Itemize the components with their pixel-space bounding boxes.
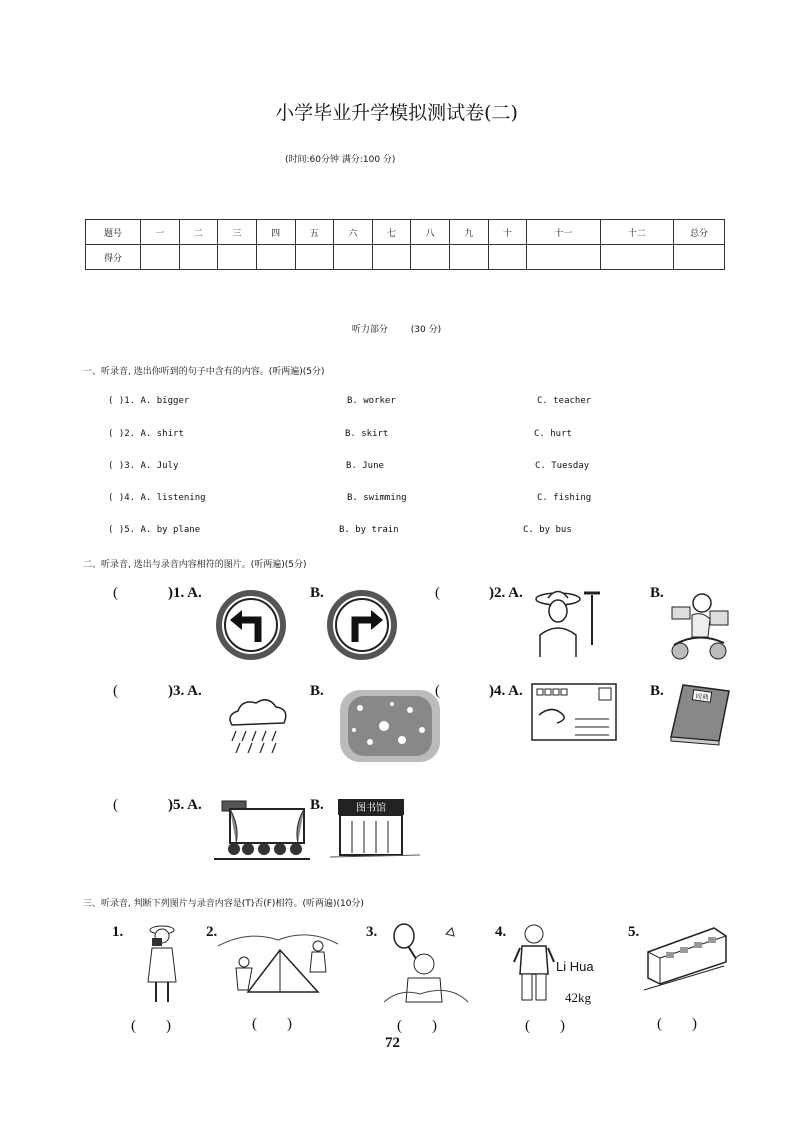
score-cell: 七: [372, 220, 411, 245]
part3-answer-4[interactable]: ( ): [525, 1018, 565, 1034]
part1-q3: ( )3. A. July: [108, 461, 179, 471]
exam-info: (时间:60分钟 满分:100 分): [285, 155, 396, 165]
score-cell: 十: [488, 220, 527, 245]
photographer-icon: [140, 922, 186, 1004]
turn-right-sign-icon: [327, 590, 397, 660]
part1-q4: ( )4. A. listening: [108, 493, 206, 503]
part2-title: 二、听录音, 选出与录音内容相符的图片。(听两遍)(5分): [83, 560, 307, 570]
score-cell: 六: [334, 220, 373, 245]
score-cell: 三: [218, 220, 257, 245]
answer-paren-open: (: [113, 797, 118, 813]
answer-paren-open: (: [435, 683, 440, 699]
score-input-cell[interactable]: [600, 245, 673, 270]
score-cell: 九: [450, 220, 489, 245]
part3-answer-2[interactable]: ( ): [252, 1016, 292, 1032]
listening-section-header: 听力部分 (30 分): [351, 325, 442, 335]
part1-q5-b: B. by train: [339, 525, 399, 535]
score-cell: 得分: [86, 245, 141, 270]
part1-q1: ( )1. A. bigger: [108, 396, 190, 406]
student-weight: 42kg: [565, 990, 591, 1005]
part3-num-2: 2.: [206, 924, 218, 940]
part2-q5-label: )5. A.: [168, 797, 202, 813]
score-input-cell[interactable]: [450, 245, 489, 270]
part1-q3-c: C. Tuesday: [535, 461, 590, 471]
part2-option-b: B.: [650, 683, 664, 699]
part1-q4-b: B. swimming: [347, 493, 407, 503]
score-cell: 题号: [86, 220, 141, 245]
delivery-scooter-icon: [664, 585, 734, 663]
part1-q5-c: C. by bus: [523, 525, 572, 535]
part3-answer-1[interactable]: ( ): [131, 1018, 171, 1034]
part1-q3-b: B. June: [346, 461, 384, 471]
score-input-cell[interactable]: [179, 245, 218, 270]
part2-option-b: B.: [310, 585, 324, 601]
score-cell: 四: [256, 220, 295, 245]
part2-q2-label: )2. A.: [489, 585, 523, 601]
part2-q1-label: )1. A.: [168, 585, 202, 601]
part3-num-5: 5.: [628, 924, 640, 940]
cinema-icon: [212, 797, 312, 863]
score-input-cell[interactable]: [256, 245, 295, 270]
score-cell: 二: [179, 220, 218, 245]
train-icon: [644, 922, 728, 992]
score-cell: 总分: [674, 220, 725, 245]
postcard-icon: [531, 683, 617, 741]
score-input-cell[interactable]: [218, 245, 257, 270]
score-input-cell[interactable]: [488, 245, 527, 270]
score-input-cell[interactable]: [674, 245, 725, 270]
snow-icon: [340, 690, 440, 762]
part1-q1-c: C. teacher: [537, 396, 592, 406]
page-title: 小学毕业升学模拟测试卷(二): [275, 102, 518, 124]
part3-num-4: 4.: [495, 924, 507, 940]
part3-title: 三、听录音, 判断下列图片与录音内容是(T)否(F)相符。(听两遍)(10分): [83, 899, 364, 909]
part2-option-b: B.: [310, 797, 324, 813]
boy-icon: [512, 922, 558, 1004]
score-cell: 八: [411, 220, 450, 245]
part1-q2-c: C. hurt: [534, 429, 572, 439]
score-cell: 一: [141, 220, 180, 245]
score-cell: 十二: [600, 220, 673, 245]
part1-q4-c: C. fishing: [537, 493, 592, 503]
score-table-header-row: [86, 220, 725, 245]
answer-paren-open: (: [113, 683, 118, 699]
score-table: [85, 219, 725, 270]
part3-num-1: 1.: [112, 924, 124, 940]
part1-q1-b: B. worker: [347, 396, 396, 406]
dictionary-sign-text: 词典: [694, 692, 710, 702]
score-input-cell[interactable]: [141, 245, 180, 270]
page-number: 72: [385, 1035, 400, 1051]
part1-q2: ( )2. A. shirt: [108, 429, 184, 439]
score-input-cell[interactable]: [295, 245, 334, 270]
part1-q5: ( )5. A. by plane: [108, 525, 201, 535]
score-cell: 五: [295, 220, 334, 245]
score-input-cell[interactable]: [527, 245, 600, 270]
score-table-score-row: [86, 245, 725, 270]
part2-q3-label: )3. A.: [168, 683, 202, 699]
answer-paren-open: (: [113, 585, 118, 601]
badminton-icon: [380, 922, 470, 1004]
score-input-cell[interactable]: [372, 245, 411, 270]
part3-answer-3[interactable]: ( ): [397, 1018, 437, 1034]
answer-paren-open: (: [435, 585, 440, 601]
score-input-cell[interactable]: [411, 245, 450, 270]
part2-option-b: B.: [650, 585, 664, 601]
part3-num-3: 3.: [366, 924, 378, 940]
score-input-cell[interactable]: [334, 245, 373, 270]
part2-option-b: B.: [310, 683, 324, 699]
tent-icon: [218, 926, 338, 998]
part3-answer-5[interactable]: ( ): [657, 1016, 697, 1032]
part1-q2-b: B. skirt: [345, 429, 389, 439]
turn-left-sign-icon: [216, 590, 286, 660]
score-cell: 十一: [527, 220, 600, 245]
student-name: Li Hua: [556, 959, 594, 974]
rain-cloud-icon: [222, 695, 292, 755]
part2-q4-label: )4. A.: [489, 683, 523, 699]
library-sign-text: 图书馆: [356, 803, 386, 814]
dictionary-icon: [667, 683, 733, 745]
part1-title: 一、听录音, 选出你听到的句子中含有的内容。(听两遍)(5分): [83, 367, 325, 377]
farmer-icon: [526, 585, 606, 660]
library-icon: [330, 795, 420, 863]
